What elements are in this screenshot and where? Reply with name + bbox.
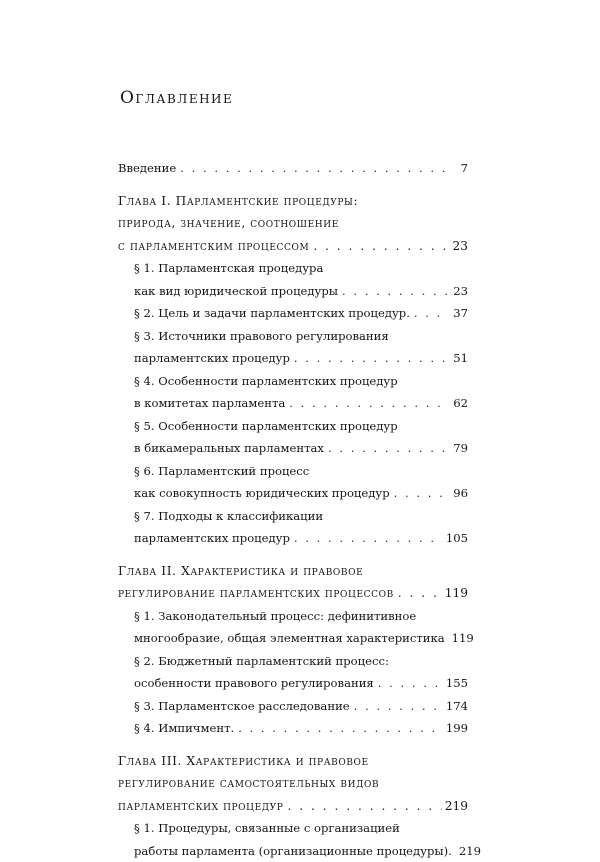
dot-leader (394, 482, 447, 505)
page-number: 23 (450, 235, 468, 258)
dot-leader (342, 280, 447, 303)
chapter-2-heading-line-1[interactable] (118, 560, 468, 583)
chapter-title: природа, значение, соотношение (118, 212, 339, 235)
page-number: 37 (450, 302, 468, 325)
page-number: 199 (446, 717, 468, 740)
dot-leader (398, 582, 442, 605)
chapter-3-heading-line-2[interactable] (118, 772, 468, 795)
dot-leader (414, 302, 447, 325)
section-2-1-line-2[interactable] (118, 627, 468, 650)
chapter-1-heading-line-3[interactable] (118, 235, 468, 258)
dot-leader (313, 235, 447, 258)
dot-leader (180, 157, 447, 180)
section-1-5-line-1[interactable] (118, 415, 468, 438)
section-2-1-line-1[interactable] (118, 605, 468, 628)
section-1-7-line-2[interactable] (118, 527, 468, 550)
section-1-1-line-1[interactable] (118, 257, 468, 280)
chapter-2-heading-line-2[interactable] (118, 582, 468, 605)
section-title: § 3. Источники правового регулирования (134, 325, 389, 348)
toc-title: Оглавление (120, 88, 233, 108)
page-number: 174 (446, 695, 468, 718)
chapter-title: с парламентским процессом (118, 235, 309, 258)
dot-leader (378, 672, 443, 695)
section-title: § 1. Парламентская процедура (134, 257, 323, 280)
section-title: § 1. Законодательный процесс: дефинитивное (134, 605, 416, 628)
section-title: в бикамеральных парламентах (134, 437, 324, 460)
section-1-3-line-1[interactable] (118, 325, 468, 348)
section-title: как вид юридической процедуры (134, 280, 338, 303)
page-number: 219 (445, 795, 468, 818)
section-title: § 2. Цель и задачи парламентских процедур. (134, 302, 410, 325)
chapter-title: Глава II. Характеристика и правовое (118, 560, 363, 583)
page-number: 119 (445, 582, 468, 605)
dot-leader (294, 347, 447, 370)
section-1-7-line-1[interactable] (118, 505, 468, 528)
section-title: парламентских процедур (134, 527, 290, 550)
chapter-title: Глава I. Парламентские процедуры: (118, 190, 358, 213)
section-1-5-line-2[interactable] (118, 437, 468, 460)
page-number: 219 (459, 840, 481, 862)
section-1-6-line-1[interactable] (118, 460, 468, 483)
dot-leader (328, 437, 447, 460)
section-title: как совокупность юридических процедур (134, 482, 390, 505)
chapter-1-heading-line-2[interactable] (118, 212, 468, 235)
section-title: § 4. Импичмент. (134, 717, 234, 740)
section-title: в комитетах парламента (134, 392, 285, 415)
page-number: 96 (450, 482, 468, 505)
section-title: особенности правового регулирования (134, 672, 374, 695)
section-1-6-line-2[interactable] (118, 482, 468, 505)
section-1-2[interactable] (118, 302, 468, 325)
section-1-3-line-2[interactable] (118, 347, 468, 370)
spacer (118, 180, 468, 190)
section-title: § 5. Особенности парламентских процедур (134, 415, 398, 438)
section-1-4-line-2[interactable] (118, 392, 468, 415)
section-2-2-line-2[interactable] (118, 672, 468, 695)
section-title: работы парламента (организационные процедуры). (134, 840, 452, 862)
page-number: 7 (450, 157, 468, 180)
dot-leader (294, 527, 443, 550)
page-number: 155 (446, 672, 468, 695)
chapter-title: регулирование парламентских процессов (118, 582, 394, 605)
chapter-title: Глава III. Характеристика и правовое (118, 750, 369, 773)
section-title: § 6. Парламентский процесс (134, 460, 309, 483)
section-title: § 2. Бюджетный парламентский процесс: (134, 650, 389, 673)
section-2-2-line-1[interactable] (118, 650, 468, 673)
entry-title: Введение (118, 157, 176, 180)
page-number: 79 (450, 437, 468, 460)
section-title: § 7. Подходы к классификации (134, 505, 323, 528)
section-title: § 1. Процедуры, связанные с организацией (134, 817, 400, 840)
spacer (118, 740, 468, 750)
section-title: § 4. Особенности парламентских процедур (134, 370, 398, 393)
dot-leader (238, 717, 443, 740)
chapter-1-heading-line-1[interactable] (118, 190, 468, 213)
page-number: 51 (450, 347, 468, 370)
chapter-3-heading-line-3[interactable] (118, 795, 468, 818)
section-title: § 3. Парламентское расследование (134, 695, 350, 718)
table-of-contents (118, 157, 468, 862)
chapter-3-heading-line-1[interactable] (118, 750, 468, 773)
page-number: 62 (450, 392, 468, 415)
page-number: 23 (450, 280, 468, 303)
dot-leader (354, 695, 443, 718)
dot-leader (287, 795, 441, 818)
section-3-1-line-1[interactable] (118, 817, 468, 840)
section-1-4-line-1[interactable] (118, 370, 468, 393)
section-title: многообразие, общая элементная характеристика (134, 627, 445, 650)
chapter-title: регулирование самостоятельных видов (118, 772, 379, 795)
section-2-4[interactable] (118, 717, 468, 740)
spacer (118, 550, 468, 560)
dot-leader (289, 392, 447, 415)
page-number: 105 (446, 527, 468, 550)
chapter-title: парламентских процедур (118, 795, 283, 818)
page-number: 119 (452, 627, 474, 650)
section-3-1-line-2[interactable] (118, 840, 468, 862)
section-2-3[interactable] (118, 695, 468, 718)
toc-entry-introduction[interactable] (118, 157, 468, 180)
section-title: парламентских процедур (134, 347, 290, 370)
section-1-1-line-2[interactable] (118, 280, 468, 303)
